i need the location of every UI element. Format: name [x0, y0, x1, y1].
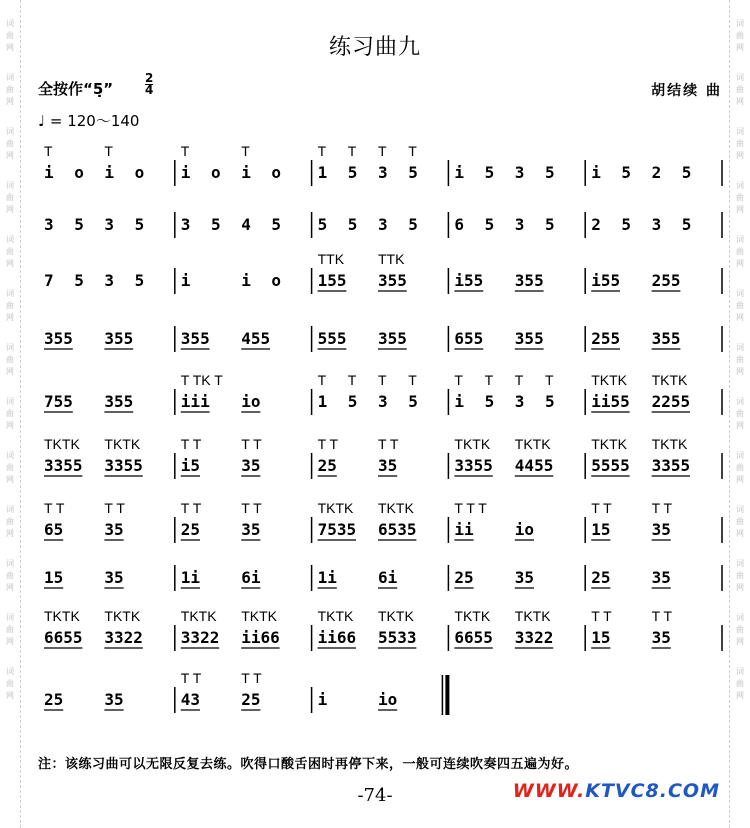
- note-group: 6655: [44, 628, 83, 647]
- tonguing-mark: T T: [241, 436, 262, 452]
- side-watermark-char: 网: [6, 313, 14, 322]
- note-group: 3355: [44, 456, 83, 475]
- side-watermark-char: 网: [6, 43, 14, 52]
- side-watermark-char: 网: [6, 529, 14, 538]
- tempo-text: = 120～140: [49, 112, 140, 130]
- side-watermark-char: 词: [6, 559, 14, 568]
- note-group: o: [211, 163, 221, 182]
- tonguing-mark: TKTK: [651, 372, 688, 388]
- note-group: i: [317, 690, 328, 709]
- tonguing-mark: T T: [591, 608, 612, 624]
- tonguing-mark: TKTK: [591, 436, 627, 452]
- tonguing-mark: T: [454, 372, 463, 388]
- page-title: 练习曲九: [328, 35, 421, 60]
- note-group: 7535: [317, 520, 357, 539]
- side-watermark-char: 曲: [736, 193, 744, 202]
- note-group: 355: [44, 329, 73, 348]
- note-group: 2: [591, 215, 601, 234]
- note-group: 43: [180, 690, 201, 709]
- side-watermark-char: 词: [6, 127, 14, 136]
- side-watermark-char: 曲: [6, 517, 14, 526]
- side-watermark-char: 曲: [6, 679, 14, 688]
- side-watermark-char: 曲: [6, 463, 14, 472]
- note-group: 5: [408, 392, 418, 411]
- note-group: i55: [591, 271, 621, 290]
- side-watermark-char: 曲: [736, 139, 744, 148]
- tonguing-mark: T: [484, 372, 494, 388]
- watermark-part2: KTVC8.COM: [585, 780, 720, 802]
- side-watermark-char: 词: [6, 613, 14, 622]
- note-group: 15: [44, 568, 64, 587]
- tonguing-mark: T T: [180, 500, 202, 516]
- note-group: 25: [44, 690, 64, 709]
- side-watermark-char: 词: [6, 19, 14, 28]
- note-group: 5: [317, 215, 328, 234]
- note-group: 555: [317, 329, 347, 348]
- note-group: 355: [651, 329, 681, 348]
- tonguing-mark: TKTK: [378, 500, 414, 516]
- side-watermark-char: 词: [6, 397, 14, 406]
- side-watermark-char: 曲: [736, 409, 744, 418]
- side-watermark-char: 网: [736, 475, 744, 484]
- site-watermark: [513, 780, 720, 802]
- note-group: 15: [591, 628, 611, 647]
- side-watermark-char: 曲: [6, 571, 14, 580]
- tonguing-mark: TKTK: [104, 608, 141, 624]
- side-watermark-char: 曲: [736, 679, 744, 688]
- tonguing-mark: T TK T: [180, 372, 223, 388]
- note-group: 5: [134, 271, 145, 290]
- note-group: 5: [271, 215, 282, 234]
- side-watermark-char: 曲: [6, 625, 14, 634]
- note-group: i: [104, 163, 115, 182]
- footnote: 注：该练习曲可以无限反复去练。吹得口酸舌困时再停下来，一般可连续吹奏四五遍为好。: [38, 757, 579, 772]
- note-group: 4455: [514, 456, 554, 475]
- note-group: 355: [378, 271, 407, 290]
- note-group: 355: [378, 329, 407, 348]
- side-watermark-char: 网: [6, 367, 14, 376]
- note-group: 5: [545, 215, 555, 234]
- tonguing-mark: T: [180, 143, 190, 159]
- tonguing-mark: T: [241, 143, 250, 159]
- note-group: 35: [651, 568, 671, 587]
- side-watermark-char: 网: [736, 583, 744, 592]
- tonguing-mark: T T: [591, 500, 612, 516]
- composer-credit: 胡结续 曲: [651, 83, 722, 99]
- note-group: 2: [651, 163, 662, 182]
- side-watermark-char: 词: [736, 559, 744, 568]
- note-group: 25: [591, 568, 611, 587]
- tonguing-mark: TKTK: [514, 436, 551, 452]
- side-watermark-char: 网: [736, 691, 744, 700]
- side-watermark-char: 网: [6, 259, 14, 268]
- tonguing-mark: TKTK: [591, 372, 627, 388]
- note-group: 3322: [180, 628, 220, 647]
- note-group: 5: [347, 392, 358, 411]
- note-group: 3: [378, 215, 388, 234]
- note-group: 65: [44, 520, 64, 539]
- tonguing-mark: T T: [241, 500, 262, 516]
- tonguing-mark: T T: [317, 436, 339, 452]
- note-group: 6i: [378, 568, 398, 587]
- side-watermark-char: 词: [6, 451, 14, 460]
- note-group: 35: [378, 456, 398, 475]
- note-group: i: [241, 163, 251, 182]
- note-group: 35: [651, 520, 671, 539]
- note-group: 5: [134, 215, 145, 234]
- note-group: i: [454, 163, 465, 182]
- side-watermark-char: 网: [736, 43, 744, 52]
- note-group: 35: [104, 568, 124, 587]
- side-watermark-char: 曲: [6, 247, 14, 256]
- note-group: io: [514, 520, 535, 539]
- note-group: 3322: [514, 628, 554, 647]
- note-group: 7: [44, 271, 54, 290]
- note-group: 5: [545, 163, 555, 182]
- side-watermark-char: 词: [6, 73, 14, 82]
- note-group: o: [271, 271, 282, 290]
- note-group: i: [591, 163, 601, 182]
- note-group: 6: [454, 215, 465, 234]
- tonguing-mark: TKTK: [317, 608, 354, 624]
- note-group: 355: [514, 271, 544, 290]
- side-watermark-char: 网: [6, 475, 14, 484]
- note-group: o: [271, 163, 282, 182]
- note-group: 5: [408, 215, 418, 234]
- side-watermark-char: 词: [736, 181, 744, 190]
- tonguing-mark: T T: [104, 500, 125, 516]
- side-watermark-char: 曲: [736, 355, 744, 364]
- note-group: 5: [74, 271, 84, 290]
- time-signature-top: 2: [145, 71, 154, 85]
- note-group: 5: [74, 215, 84, 234]
- note-group: 3: [514, 215, 525, 234]
- time-signature-bottom: 4: [145, 83, 154, 97]
- note-group: 5: [484, 392, 495, 411]
- side-watermark-char: 词: [736, 289, 744, 298]
- note-group: o: [74, 163, 84, 182]
- note-group: 3355: [454, 456, 493, 475]
- side-watermark-char: 网: [736, 529, 744, 538]
- note-group: i: [241, 271, 251, 290]
- note-group: 3: [104, 271, 115, 290]
- side-watermark-char: 网: [6, 205, 14, 214]
- note-group: 6i: [241, 568, 261, 587]
- tonguing-mark: T T: [180, 670, 202, 686]
- side-watermark-char: 词: [6, 235, 14, 244]
- note-group: 355: [104, 329, 134, 348]
- note-group: 355: [104, 392, 134, 411]
- fingering-label: 全按作“5̣”: [38, 80, 114, 98]
- side-watermark-char: 词: [736, 73, 744, 82]
- tonguing-mark: T: [408, 143, 417, 159]
- note-group: ii66: [241, 628, 280, 647]
- tonguing-mark: T: [378, 372, 387, 388]
- tonguing-mark: TTK: [317, 251, 345, 267]
- side-watermark-char: 曲: [6, 139, 14, 148]
- tonguing-mark: TKTK: [514, 608, 551, 624]
- tonguing-mark: TKTK: [104, 436, 141, 452]
- tonguing-mark: T: [317, 143, 327, 159]
- tonguing-mark: TTK: [378, 251, 405, 267]
- tonguing-mark: TKTK: [180, 608, 217, 624]
- tonguing-mark: TKTK: [317, 500, 354, 516]
- tonguing-mark: T: [44, 143, 53, 159]
- tonguing-mark: T T: [44, 500, 65, 516]
- note-group: 3: [44, 215, 54, 234]
- note-group: 25: [241, 690, 261, 709]
- tonguing-mark: T T: [378, 436, 399, 452]
- note-group: 3: [104, 215, 115, 234]
- tonguing-mark: TKTK: [44, 608, 80, 624]
- tonguing-mark: T: [347, 143, 357, 159]
- note-group: 255: [651, 271, 681, 290]
- side-watermark-char: 网: [6, 637, 14, 646]
- side-watermark-char: 词: [736, 127, 744, 136]
- note-group: 5: [621, 215, 632, 234]
- note-group: i55: [454, 271, 484, 290]
- side-watermark-char: 词: [736, 667, 744, 676]
- tonguing-mark: T T: [241, 670, 262, 686]
- note-group: 6535: [378, 520, 417, 539]
- side-watermark-char: 曲: [6, 193, 14, 202]
- tonguing-mark: T: [317, 372, 327, 388]
- note-group: 5: [347, 163, 358, 182]
- side-watermark-char: 曲: [736, 85, 744, 94]
- note-group: 655: [454, 329, 484, 348]
- page-number: -74-: [357, 785, 393, 806]
- side-watermark-char: 曲: [736, 301, 744, 310]
- note-group: 3: [514, 392, 525, 411]
- tonguing-mark: T T T: [454, 500, 487, 516]
- note-group: 3: [378, 392, 388, 411]
- side-watermark-char: 词: [736, 451, 744, 460]
- tonguing-mark: T T: [180, 436, 202, 452]
- side-watermark-char: 网: [736, 151, 744, 160]
- note-group: 3: [378, 163, 388, 182]
- side-watermark-char: 词: [736, 343, 744, 352]
- note-group: 5: [211, 215, 221, 234]
- side-watermark-char: 曲: [736, 31, 744, 40]
- note-group: 1: [317, 163, 328, 182]
- note-group: 3: [651, 215, 662, 234]
- note-group: 5: [621, 163, 632, 182]
- side-watermark-char: 网: [6, 583, 14, 592]
- side-watermark-char: 词: [6, 289, 14, 298]
- note-group: i: [180, 163, 191, 182]
- note-group: 355: [514, 329, 544, 348]
- side-watermark-char: 网: [6, 151, 14, 160]
- side-watermark-char: 曲: [6, 301, 14, 310]
- note-group: 35: [104, 690, 124, 709]
- note-group: 3: [514, 163, 525, 182]
- note-group: 5: [408, 163, 418, 182]
- side-watermark-char: 曲: [736, 625, 744, 634]
- note-group: 5: [681, 163, 692, 182]
- side-watermark-char: 网: [736, 367, 744, 376]
- note-group: 455: [241, 329, 271, 348]
- note-group: 35: [651, 628, 671, 647]
- tonguing-mark: T: [545, 372, 554, 388]
- note-group: 5: [484, 215, 495, 234]
- side-watermark-char: 曲: [736, 571, 744, 580]
- quarter-note-icon: ♩: [38, 112, 46, 130]
- note-group: 5: [681, 215, 692, 234]
- side-watermark-char: 词: [6, 343, 14, 352]
- note-group: 35: [241, 520, 261, 539]
- note-group: 3: [180, 215, 191, 234]
- side-watermark-char: 网: [736, 637, 744, 646]
- note-group: 1: [317, 392, 328, 411]
- note-group: 5533: [378, 628, 417, 647]
- side-watermark-char: 曲: [736, 517, 744, 526]
- side-watermark-char: 网: [736, 97, 744, 106]
- note-group: 255: [591, 329, 621, 348]
- side-watermark-char: 网: [6, 97, 14, 106]
- note-group: i: [454, 392, 465, 411]
- tonguing-mark: TKTK: [651, 436, 688, 452]
- note-group: 2255: [651, 392, 691, 411]
- tonguing-mark: T: [378, 143, 387, 159]
- note-group: ii66: [317, 628, 357, 647]
- note-group: io: [241, 392, 261, 411]
- tonguing-mark: TKTK: [241, 608, 277, 624]
- note-group: 5: [545, 392, 555, 411]
- side-watermark-char: 曲: [736, 247, 744, 256]
- tonguing-mark: TKTK: [454, 608, 491, 624]
- side-watermark-char: 网: [6, 691, 14, 700]
- side-watermark-char: 词: [736, 613, 744, 622]
- note-group: iii: [180, 392, 210, 411]
- tonguing-mark: T T: [651, 608, 673, 624]
- side-watermark-char: 网: [736, 313, 744, 322]
- note-group: io: [378, 690, 398, 709]
- note-group: o: [134, 163, 145, 182]
- note-group: 3355: [104, 456, 143, 475]
- side-watermark-char: 曲: [736, 463, 744, 472]
- side-watermark-char: 曲: [6, 85, 14, 94]
- side-watermark-char: 词: [6, 667, 14, 676]
- tonguing-mark: TKTK: [378, 608, 414, 624]
- note-group: 355: [180, 329, 210, 348]
- note-group: 5555: [591, 456, 630, 475]
- tonguing-mark: T T: [651, 500, 673, 516]
- note-group: i5: [180, 456, 201, 475]
- note-group: 15: [591, 520, 611, 539]
- tonguing-mark: T: [514, 372, 524, 388]
- tonguing-mark: T: [347, 372, 357, 388]
- note-group: 35: [104, 520, 124, 539]
- side-watermark-char: 词: [736, 235, 744, 244]
- tonguing-mark: TKTK: [454, 436, 491, 452]
- note-group: 1i: [180, 568, 201, 587]
- note-group: ii: [454, 520, 474, 539]
- note-group: ii55: [591, 392, 630, 411]
- side-watermark-char: 网: [736, 205, 744, 214]
- note-group: i: [180, 271, 191, 290]
- side-watermark-char: 曲: [6, 355, 14, 364]
- side-watermark-char: 曲: [6, 409, 14, 418]
- note-group: 25: [317, 456, 337, 475]
- note-group: 4: [241, 215, 251, 234]
- note-group: 155: [317, 271, 347, 290]
- side-watermark-char: 词: [736, 505, 744, 514]
- note-group: 5: [484, 163, 495, 182]
- note-group: 35: [241, 456, 261, 475]
- tonguing-mark: T: [104, 143, 113, 159]
- note-group: 3355: [651, 456, 691, 475]
- note-group: 35: [514, 568, 535, 587]
- note-group: 1i: [317, 568, 337, 587]
- note-group: i: [44, 163, 54, 182]
- side-watermark-char: 网: [736, 421, 744, 430]
- note-group: 3322: [104, 628, 143, 647]
- side-watermark-char: 词: [736, 397, 744, 406]
- side-watermark-char: 词: [6, 505, 14, 514]
- side-watermark-char: 曲: [6, 31, 14, 40]
- note-group: 25: [454, 568, 474, 587]
- tonguing-mark: T: [408, 372, 417, 388]
- side-watermark-char: 网: [736, 259, 744, 268]
- side-watermark-char: 词: [6, 181, 14, 190]
- side-watermark-char: 网: [6, 421, 14, 430]
- note-group: 5: [347, 215, 358, 234]
- note-group: 25: [180, 520, 201, 539]
- tonguing-mark: TKTK: [44, 436, 80, 452]
- watermark-part1: WWW.: [512, 780, 586, 802]
- side-watermark-char: 词: [736, 19, 744, 28]
- note-group: 6655: [454, 628, 493, 647]
- note-group: 755: [44, 392, 73, 411]
